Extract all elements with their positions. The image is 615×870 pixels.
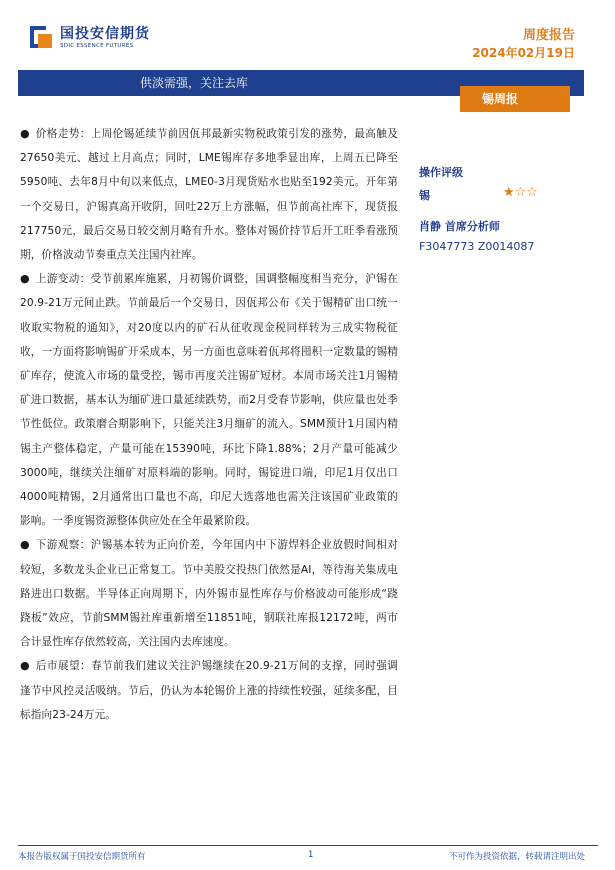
analyst-name: 肖静 首席分析师 [419,220,500,233]
report-date: 2024年02月19日 [472,46,575,60]
bullet-icon: ● [20,127,30,140]
bullet-icon: ● [20,659,31,673]
main-content [20,122,398,727]
report-title: 供淡需强，关注去库 [140,76,249,90]
footer-copyright: 本报告版权属于国投安信期货所有 [18,852,146,862]
footer-disclaimer: 不可作为投资依据，转载请注明出处 [448,852,585,862]
paragraph-downstream: ● 下游观察：沪锡基本转为正向价差，今年国内中下游焊料企业放假时间相对较短，多数龙头企业已正常复工。节中美股交投热门依然是AI，等待海关集成电路进出口数据。半导体正向周期下，内外锡市显性库存与价格波动可能形成“跷跷板”效应，节前SMM锡社库重新增至11851吨，钢联社库报12172吨，两市合计显性库存依然较高，关注国内去库速度。 [20,538,398,649]
bullet-icon: ● [20,538,30,552]
sidebar-rating [419,165,599,255]
report-type: 周度报告 [522,28,575,43]
company-logo [30,26,150,50]
report-tag-label: 锡周报 [482,92,519,106]
bullet-icon: ● [20,272,30,286]
rating-item: 锡 [419,189,430,202]
rating-title: 操作评级 [419,166,463,179]
page-number: 1 [308,850,314,860]
paragraph-outlook: ● 后市展望：春节前我们建议关注沪锡继续在20.9-21万间的支撑，同时强调逢节中风控灵活吸纳。节后，仍认为本轮锡价上涨的持续性较强，延续多配，目标指向23-24万元。 [20,659,398,721]
paragraph-price-trend: ● 价格走势：上周伦锡延续节前因佤邦最新实物税政策引发的涨势，最高触及27650美元、越过上月高点；同时，LME锡库存多地季显出库，上周五已降至5950吨、去年8月中旬以来低点，LME0-3月现货贴水也贴至192美元。开年第一个交易日，沪锡真高开收阴，回吐22万上方涨幅，但节前高社库下，现货报217750元，最后交易日较交割月略有升水。整体对锡价持节后开工旺季看涨预期，价格波动节奏重点关注国内社库。 [20,127,398,262]
logo-cn-text: 国投安信期货 [60,26,150,42]
page-header [0,0,615,70]
logo-mark-icon [30,26,54,50]
footer-divider [18,845,598,846]
analyst-license: F3047773 Z0014087 [419,240,535,253]
paragraph-upstream: ● 上游变动：受节前累库施累，月初锡价调整，国调整幅度相当充分，沪锡在20.9-21万元间止跌。节前最后一个交易日，因佤邦公布《关于锡精矿出口统一收取实物税的通知》，对20度以内的矿石从征收现金税同样转为三成实物税征收，一方面将影响锡矿开采成本，另一方面也意味着佤邦将囤积一定数量的锡精矿库存，使流入市场的量受控，锡市再度关注锡矿短材。本周市场关注1月锡精矿进口数据，基本认为缅矿进口量延续跌势，而2月受春节影响，供应量也处季节性低位。政策磨合期影响下，只能关注3月缅矿的流入。SMM预计1月国内精锡主产整体稳定，产量可能在15390吨，环比下降1.88%；2月产量可能减少3000吨，继续关注缅矿对原料端的影响。同时，锡锭进口端，印尼1月仅出口4000吨精锡，2月通常出口量也不高，印尼大选落地也需关注该国矿业政策的影响。一季度锡资源整体供应处在全年最紧阶段。 [20,272,398,528]
rating-row [419,185,599,205]
rating-stars-icon: ★☆☆ [503,185,538,200]
logo-en-text: SDIC ESSENCE FUTURES [60,43,134,49]
report-tag [460,86,570,112]
